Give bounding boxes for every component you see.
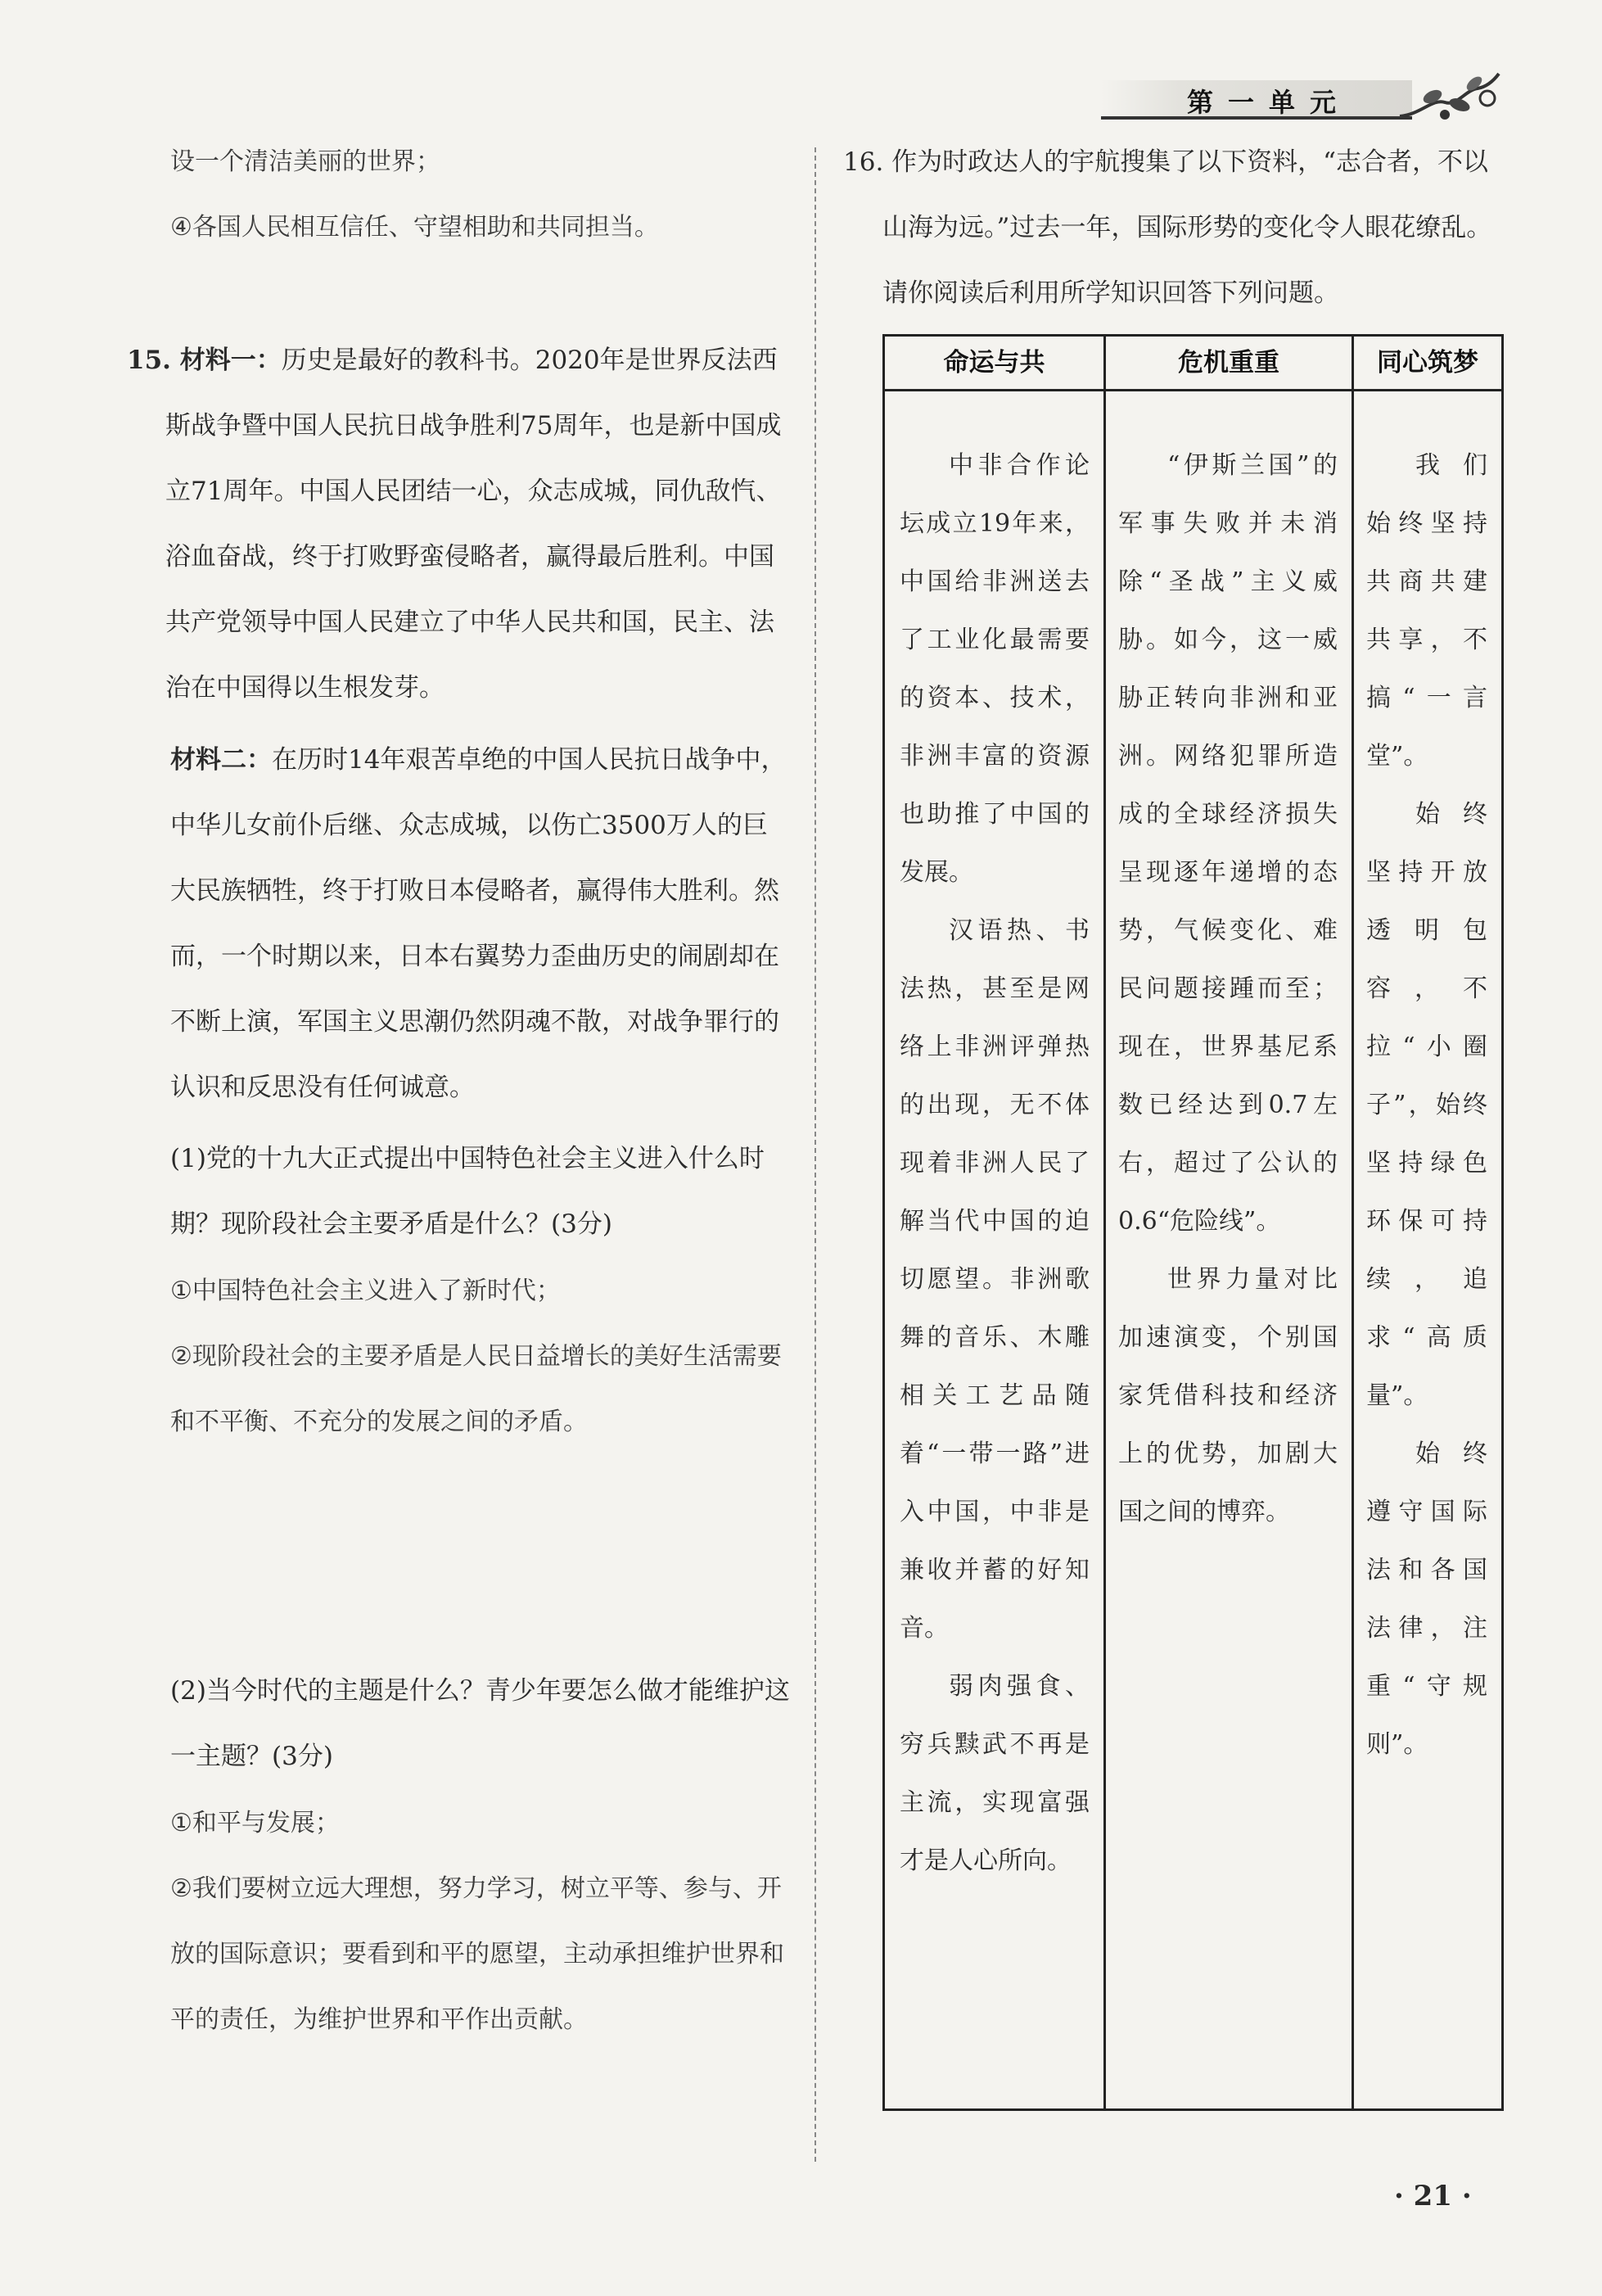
page-number: · 21 · (1394, 2180, 1472, 2212)
cell-paragraph: 始终坚持开放透明包容，不拉“小圈子”，始终坚持绿色环保可持续，追求“高质量”。 (1366, 800, 1487, 1410)
answer-line: ②我们要树立远大理想，努力学习，树立平等、参与、开放的国际意识；要看到和平的愿望，主动承担维护世界和平的责任，为维护世界和平作出贡献。 (170, 1874, 784, 2034)
table-header-cell: 危机重重 (1178, 348, 1279, 377)
question-15-material-1 (127, 328, 792, 721)
table-column-rule (1103, 337, 1106, 2108)
question-15-lead: 15. 材料一： (127, 346, 282, 375)
material-2-label: 材料二： (170, 745, 272, 775)
question-16-intro: 16. 作为时政达人的宇航搜集了以下资料，“志合者，不以山海为远。”过去一年，国际形势的变化令人眼花缭乱。请你阅读后利用所学知识回答下列问题。 (843, 147, 1492, 308)
column-divider (815, 147, 816, 2162)
answer-line: ①中国特色社会主义进入了新时代； (170, 1277, 561, 1305)
unit-title: 第一单元 (1187, 87, 1352, 118)
answer-line: ②现阶段社会的主要矛盾是人民日益增长的美好生活需要和不平衡、不充分的发展之间的矛盾。 (170, 1342, 782, 1436)
cell-paragraph: 弱肉强食、穷兵黩武不再是主流，实现富强才是人心所向。 (900, 1672, 1090, 1875)
cell-paragraph: 始终遵守国际法和各国法律，注重“守规则”。 (1366, 1440, 1487, 1759)
answer-line: 设一个清洁美丽的世界； (170, 147, 440, 176)
table-cell-crisis (1118, 436, 1338, 1541)
table-column-rule (1352, 337, 1354, 2108)
unit-header (1101, 80, 1510, 129)
table-cell-dream (1366, 436, 1487, 1774)
table-header-cell: 命运与共 (943, 348, 1045, 377)
cell-paragraph: 世界力量对比加速演变，个别国家凭借科技和经济上的优势，加剧大国之间的博弈。 (1118, 1265, 1338, 1526)
sub-question-2: (2)当今时代的主题是什么？青少年要怎么做才能维护这一主题？(3分) (170, 1676, 790, 1771)
answer-line: ④各国人民相互信任、守望相助和共同担当。 (170, 213, 659, 242)
cell-paragraph: 中非合作论坛成立19年来，中国给非洲送去了工业化最需要的资本、技术，非洲丰富的资源也助推了中国的发展。 (900, 451, 1090, 887)
material-1-text: 历史是最好的教科书。2020年是世界反法西斯战争暨中国人民抗日战争胜利75周年，也是新中国成立71周年。中国人民团结一心，众志成城，同仇敌忾、浴血奋战，终于打败野蛮侵略者，赢得最后胜利。中国共产党领导中国人民建立了中华人民共和国，民主、法治在中国得以生根发芽。 (165, 346, 782, 703)
table-header-row (885, 337, 1501, 391)
sub-question-1: (1)党的十九大正式提出中国特色社会主义进入什么时期？现阶段社会主要矛盾是什么？(3分) (170, 1144, 765, 1239)
cell-paragraph: 我们始终坚持共商共建共享，不搞“一言堂”。 (1366, 451, 1487, 771)
material-table (882, 334, 1504, 2111)
material-2-text: 在历时14年艰苦卓绝的中国人民抗日战争中，中华儿女前仆后继、众志成城，以伤亡3500万人的巨大民族牺牲，终于打败日本侵略者，赢得伟大胜利。然而，一个时期以来，日本右翼势力歪曲历史的闹剧却在不断上演，军国主义思潮仍然阴魂不散，对战争罪行的认识和反思没有任何诚意。 (170, 745, 787, 1102)
question-15-material-2 (170, 727, 792, 1120)
floral-ornament-icon (1396, 66, 1502, 131)
table-header-cell: 同心筑梦 (1377, 348, 1478, 377)
answer-line: ①和平与发展； (170, 1809, 340, 1837)
cell-paragraph: “伊斯兰国”的军事失败并未消除“圣战”主义威胁。如今，这一威胁正转向非洲和亚洲。网络犯罪所造成的全球经济损失呈现逐年递增的态势，气候变化、难民问题接踵而至；现在，世界基尼系数已经达到0.7左右，超过了公认的0.6“危险线”。 (1118, 451, 1338, 1236)
table-cell-fate (900, 436, 1090, 1890)
cell-paragraph: 汉语热、书法热，甚至是网络上非洲评弹热的出现，无不体现着非洲人民了解当代中国的迫切愿望。非洲歌舞的音乐、木雕相关工艺品随着“一带一路”进入中国，中非是兼收并蓄的好知音。 (900, 916, 1090, 1643)
